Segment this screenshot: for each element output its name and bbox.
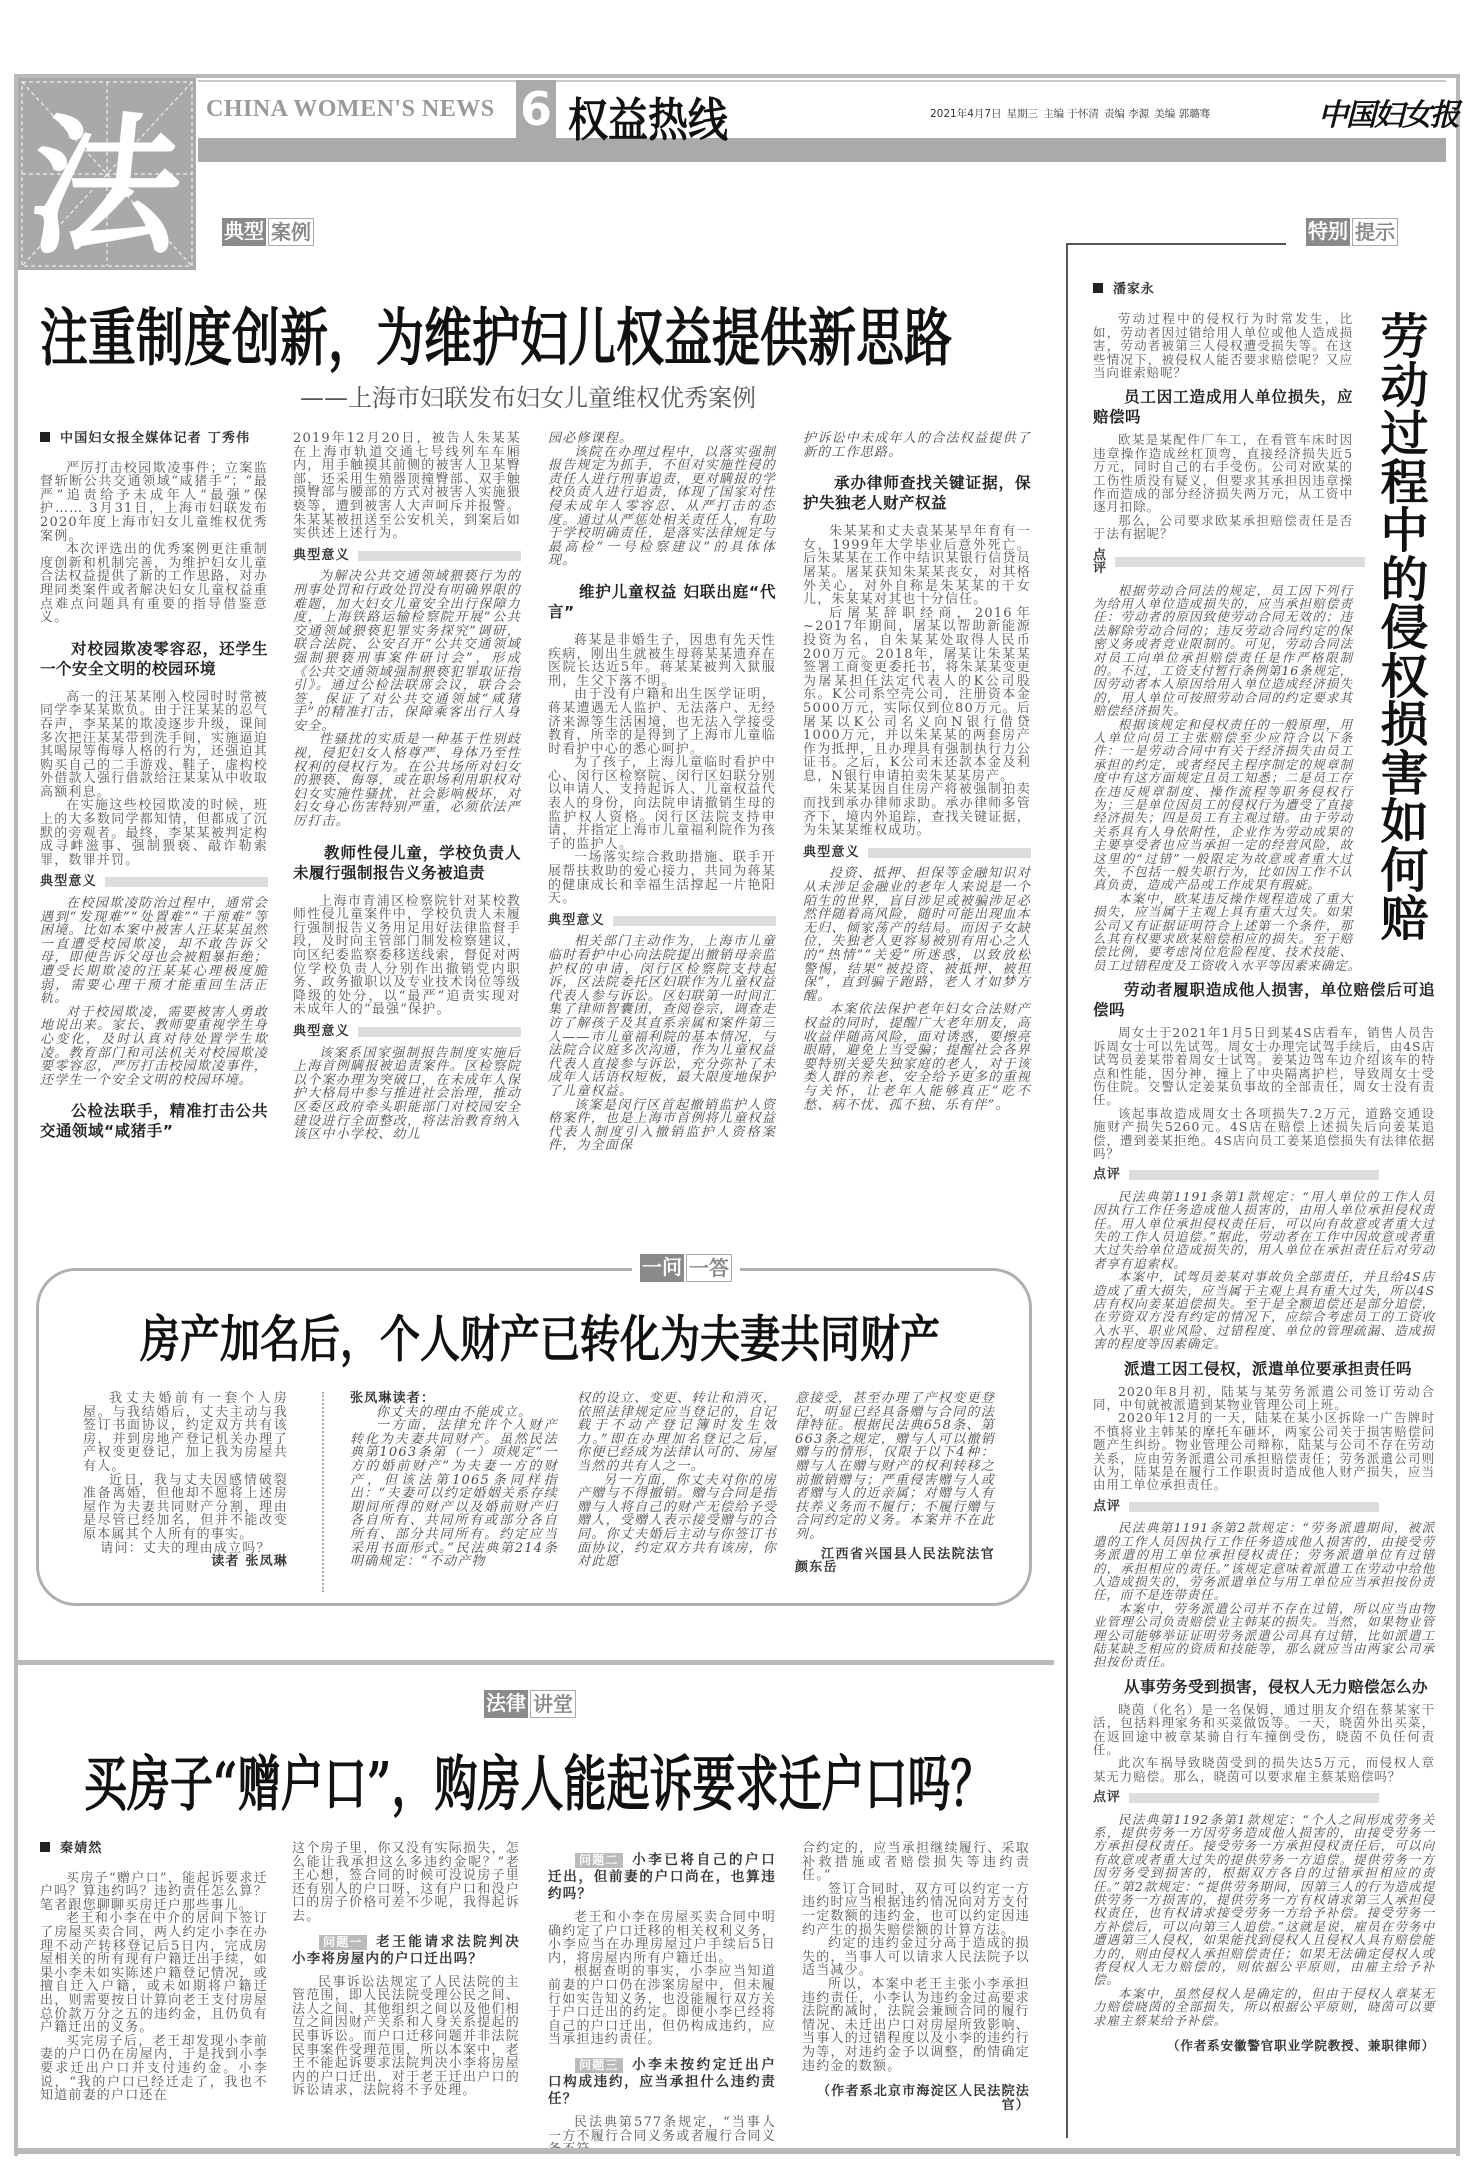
label-bar	[358, 551, 521, 561]
label-bar	[613, 916, 776, 926]
top-column-1	[40, 432, 268, 1144]
commentary-paragraph: 根据该规定和侵权责任的一般原理，用人单位向员工主张赔偿至少应符合以下条件：一是劳动合同中有关于经济损失由员工承担的约定，或者经民主程序制定的规章制度中有这方面规定且员工知悉；二是员工存在违反规章制度、操作流程等职务侵权行为；三是单位因员工的侵权行为遭受了直接经济损失；四是员工有主观过错。由于劳动关系具有人身依附性，企业作为劳动成果的主要享受者也应当承担一定的经营风险，故这里的“过错”一般限定为故意或者重大过失，不包括一般失职行为，比如因工作不认真负责，造成产品或工作成果有瑕疵。	[1093, 716, 1353, 893]
commentary-paragraph: 该案系国家强制报告制度实施后上海首例瞒报被追责案件。区检察院以个案办理为突破口，在未成年人保护大格局中参与推进社会治理，推动区委区政府牵头职能部门对校园安全建设进行全面整改，将法治教育纳入该区中小学校、幼儿	[293, 1045, 521, 1143]
tag-light: 案例	[268, 218, 314, 246]
commentary-paragraph: 民法典第1191条第1款规定：“用人单位的工作人员因执行工作任务造成他人损害的，由用人单位承担侵权责任。用人单位承担侵权责任后，可以向有故意或者重大过失的工作人员追偿。”据此，劳动者在工作中因故意或者重大过失给单位造成损失的，用人单位在承担责任后对劳动者享有追索权。	[1093, 1188, 1435, 1271]
author-name: 潘家永	[1113, 282, 1155, 297]
commentary-paragraph: 本案依法保护老年妇女合法财产权益的同时，提醒广大老年朋友，高收益伴随高风险，面对诱惑，要擦亮眼睛，避免上当受骗；提醒社会各界要特别关爱失独家庭的老人，对于该类人群的养老、安全给予更多的重视与关怀，让老年人能够真正“吃不愁、病不忧、孤不独、乐有伴”。	[803, 1002, 1031, 1113]
question-heading	[548, 1852, 776, 1903]
issue-info	[930, 106, 1300, 121]
commentary-paragraph: 一方面，法律允许个人财产转化为夫妻共同财产。虽然民法典第1063条第（一）项规定“一方的婚前财产”为夫妻一方的财产，但该法第1065条同样指出：“夫妻可以约定婚姻关系存续期间所得的财产以及婚前财产归各自所有、共同所有或部分各自所有、部分共同所有。约定应当采用书面形式。”民法典第214条明确规定：“不动产物	[350, 1418, 558, 1570]
paragraph: 民法典第577条规定，“当事人一方不履行合同义务或者履行合同义	[548, 2114, 776, 2144]
label-bar	[1129, 1170, 1379, 1180]
qa-answer-column-2	[577, 1392, 777, 1597]
tag-special-tips	[1306, 218, 1398, 246]
paragraph: 签订合同时，双方可以约定一方违约时应当根据违约情况向对方支付一定数额的违约金，也可以约定因违约产生的损失赔偿额的计算方法。	[802, 1881, 1030, 1938]
commentary-paragraph: 在校园欺凌防治过程中，通常会遇到“发现难”“处置难”“干预难”等困境。比如本案中被害人汪某某虽然一直遭受校园欺凌，却不敢告诉父母，即使告诉父母也会被粗暴拒绝；遭受长期欺凌的汪某某心理极度脆弱，需要心理干预才能重回生活正轨。	[40, 896, 268, 1007]
subheading: 劳动者履职造成他人损害，单位赔偿后可追偿吗	[1093, 981, 1435, 1020]
commentary-paragraph: 民法典第1192条第1款规定：“个人之间形成劳务关系，提供劳务一方因劳务造成他人损害的，由接受劳务一方承担侵权责任。接受劳务一方承担侵权责任后，可以向有故意或者重大过失的提供劳务一方追偿。提供劳务一方因劳务受到损害的，根据双方各自的过错承担相应的责任。”第2款规定：“提供劳务期间，因第三人的行为造成提供劳务一方损害的，提供劳务一方有权请求第三人承担侵权责任，也有权请求接受劳务一方给予补偿。接受劳务一方补偿后，可以向第三人追偿。”这就是说，雇员在劳务中遭遇第三人侵权，如果能找到侵权人且侵权人具有赔偿能力的，则由侵权人承担赔偿责任；如果无法确定侵权人或者侵权人无力赔偿的，则依据公平原则，由雇主给予补偿。	[1093, 1811, 1435, 1988]
paragraph: 朱某某因自住房产将被强制拍卖而找到承办律师求助。承办律师多管齐下，境内外追踪，查找关键证据，为朱某某维权成功。	[803, 782, 1031, 839]
commentary-paragraph: 本案中，欧某违反操作规程造成了重大损失，应当属于主观上具有重大过失。如果公司又有证据证明符合上述第一个条件，那么其有权要求欧某赔偿相应的损失。至于赔偿比例，要考虑岗位危险程度、技术技能、员工过错程度及工资收入水平等因素来确定。	[1093, 890, 1362, 973]
tag-light: 提示	[1352, 218, 1398, 246]
question-badge: 问题一	[319, 1935, 367, 1950]
top-column-2	[293, 432, 521, 1144]
tag-dark: 特别	[1306, 218, 1350, 246]
bottom-rule	[14, 2148, 1460, 2154]
lecture-headline: 买房子“赠户口”，购房人能起诉要求迁户口吗？	[84, 1750, 994, 1821]
section-label-text: 典型意义	[803, 844, 860, 860]
section-label-text: 点评	[1093, 1498, 1121, 1514]
reader-signature: 读者 张凤琳	[211, 1554, 288, 1570]
section-label	[1093, 1791, 1435, 1804]
label-bar	[1115, 557, 1365, 567]
question-heading	[292, 1934, 520, 1968]
section-label-text: 典型意义	[293, 547, 350, 563]
paragraph: 严厉打击校园欺凌事件；立案监督斩断公共交通领域“咸猪手”；“最严”追责给予未成年人“最强”保护…… 3月31日，上海市妇联发布2020年度上海市妇女儿童维权优秀案例。	[40, 460, 268, 544]
paragraph: 老王和小李在中介的居间下签订了房屋买卖合同，两人约定小李在办理不动产转移登记后5日内，完成房屋相关的所有现有户籍迁出手续，如果小李未如实陈述户籍登记情况，或擅自迁入户籍，或未如期将户籍迁出，则需要按日计算向老王支付房屋总价款万分之五的违约金，且仍负有户籍迁出的义务。	[40, 1911, 268, 2036]
tag-qa	[632, 1254, 740, 1282]
paragraph: 高一的汪某某刚入校园时时常被同学李某某欺负。由于汪某某的忍气吞声，李某某的欺凌逐步升级，课间多次把汪某某带到洗手间，实施逼迫其喝尿等侮辱人格的行为，还强迫其购买自己的二手游戏、鞋子，虚构校外借款人强行借款给汪某某从中收取高额利息。	[40, 689, 268, 800]
paragraph: 该起事故造成周女士各项损失7.2万元，道路交通设施财产损失5260元。4S店在赔偿上述损失后向姜某追偿，遭到姜某拒绝。4S店向员工姜某追偿损失有法律依据吗？	[1093, 1105, 1435, 1161]
commentary-paragraph: 意接受，甚至办理了产权变更登记，明显已经具备赠与合同的法律特征。根据民法典658条、第663条之规定，赠与人可以撤销赠与的情形，仅限于以下4种：赠与人在赠与财产的权利转移之前撤销赠与；严重侵害赠与人或者赠与人的近亲属；对赠与人有扶养义务而不履行；不履行赠与合同约定的义务。本案并不在此列。	[795, 1391, 995, 1542]
section-label	[293, 1025, 521, 1039]
commentary-paragraph: 权的设立、变更、转让和消灭，依照法律规定应当登记的，自记载于不动产登记簿时发生效力。”即在办理加名登记之后，你便已经成为法律认可的、房屋当然的共有人之一。	[577, 1391, 777, 1474]
commentary-paragraph: 该案是闵行区首起撤销监护人资格案件，也是上海市首例将儿童权益代表人制度引入撤销监护人资格案件，为全面保	[548, 1097, 776, 1154]
paragraph: 朱某某和丈夫袁某某早年育有一女，1999年大学毕业后意外死亡。后朱某某在工作中结识某银行信贷员屠某。屠某获知朱某某丧女，对其格外关心，对外自称是朱某某的干女儿，朱某某对其也十分信任。	[803, 524, 1031, 608]
commentary-paragraph: 护诉讼中未成年人的合法权益提供了新的工作思路。	[803, 431, 1031, 460]
tag-dark: 典型	[222, 218, 266, 246]
label-bar	[868, 848, 1031, 858]
commentary-paragraph: 该院在办理过程中，以落实强制报告规定为抓手，不但对实施性侵的责任人进行刑事追责，更对瞒报的学校负责人进行追责，体现了国家对性侵未成年人零容忍、从严打击的态度。通过从严惩处相关责任人，有助于学校明确责任，是落实法律规定与最高检“一号检察建议”的具体体现。	[548, 444, 776, 569]
special-column	[1093, 283, 1435, 2143]
section-label	[1093, 1168, 1435, 1181]
subheading: 员工因工造成用人单位损失，应赔偿吗	[1093, 388, 1353, 427]
question-badge: 问题二	[575, 1853, 623, 1868]
paragraph: 老王和小李在房屋买卖合同中明确约定了户口迁移的相关权利义务，小李应当在办理房屋过户手续后5日内，将房屋内所有户籍迁出。	[548, 1910, 776, 1966]
section-char: 法	[21, 99, 190, 275]
section-label	[803, 846, 1031, 860]
question-heading	[548, 2057, 776, 2108]
qa-answer-column-3	[795, 1392, 995, 1597]
lecture-column-1	[40, 1842, 268, 2142]
editor: 责编 李源	[1103, 108, 1150, 120]
designer: 美编 郭璐骞	[1154, 108, 1211, 120]
byline	[40, 432, 268, 446]
question-text: 老王能请求法院判决小李将房屋内的户口迁出吗？	[292, 1933, 520, 1967]
commentary-paragraph: 根据劳动合同法的规定，员工因下列行为给用人单位造成损失的，应当承担赔偿责任：劳动者的原因致使劳动合同无效的；违法解除劳动合同的；违反劳动合同约定的保密义务或者竞业限制的。可见，劳动合同法对员工向单位承担赔偿责任是作严格限制的。不过，工资支付暂行条例第16条规定，因劳动者本人原因给用人单位造成经济损失的，用人单位可按照劳动合同的约定要求其赔偿经济损失。	[1093, 582, 1353, 719]
question-text: 小李已将自己的户口迁出，但前妻的户口尚在，也算违约吗？	[548, 1852, 776, 1902]
subheading: 对校园欺凌零容忍，还学生一个安全文明的校园环境	[40, 639, 268, 678]
byline	[40, 1842, 268, 1856]
commentary-paragraph: 本案中，试驾员姜某对事故负全部责任，并且给4S店造成了重大损失，应当属于主观上具有重大过失，所以4S店有权向姜某追偿损失。至于是全额追偿还是部分追偿，在劳资双方没有约定的情况下，应综合考虑员工的工资收入水平、职业风险、过错程度、单位的管理疏漏、造成损害的程度等因素确定。	[1093, 1269, 1435, 1352]
section-label	[1093, 1500, 1435, 1513]
paragraph: 合约定的，应当承担继续履行、采取补救措施或者赔偿损失等违约责任。”	[802, 1841, 1030, 1884]
paragraph: 为了孩子，上海儿童临时看护中心、闵行区检察院、闵行区妇联分别以申请人、支持起诉人、儿童权益代表人的身份，向法院申请撤销生母的监护权人资格。闵行区法院支持申请，并指定上海市儿童福利院作为孩子的监护人。	[548, 755, 776, 852]
newspaper-logo: 中国妇女报	[1318, 98, 1458, 133]
headline: 注重制度创新，为维护妇儿权益提供新思路	[40, 302, 953, 376]
commentary-paragraph: 本案中，虽然侵权人是确定的，但由于侵权人章某无力赔偿晓茵的全部损失，所以根据公平原则，晓茵可以要求雇主蔡某给予补偿。	[1093, 1985, 1435, 2028]
section-divider	[14, 1660, 1054, 1665]
paragraph: 欧某是某配件厂车工，在看管车床时因违章操作造成丝杠顶弯，直接经济损失近5万元，同时自己的右手受伤。公司对欧某的工伤性质没有疑义，但要求其承担因违章操作而造成的部分经济损失两万元，从工资中逐月扣除。	[1093, 432, 1353, 515]
paragraph: 一场落实综合救助措施、联手开展帮扶救助的爱心接力，共同为蒋某的健康成长和幸福生活撑起一片艳阳天。	[548, 850, 776, 907]
subheadline: ——上海市妇联发布妇女儿童维权优秀案例	[300, 384, 756, 412]
page-number: 6	[516, 80, 556, 138]
subheading: 维护儿童权益 妇联出庭“代言”	[548, 582, 776, 621]
paragraph: 近日，我与丈夫因感情破裂准备离婚，但他却不愿将上述房屋作为夫妻共同财产分割，理由是尽管已经加名，但并不能改变原本属其个人所有的事实。	[83, 1472, 288, 1542]
paragraph: 劳动过程中的侵权行为时常发生，比如，劳动者因过错给用人单位或他人造成损害，劳动者被第三人侵权遭受损失等。在这些情况下，被侵权人能否要求赔偿呢？又应当向谁索赔呢？	[1093, 311, 1353, 381]
author-name: 秦婧然	[60, 1841, 103, 1856]
paragraph: 民事诉讼法规定了人民法院的主管范围，即人民法院受理公民之间、法人之间、其他组织之间以及他们相互之间因财产关系和人身关系提起的民事诉讼。而户口迁移问题并非法院民事案件受理范围，所以本案中，老王不能起诉要求法院判决小李将房屋内的户口迁出，对于老王迁出户口的诉讼请求，法院将不予处理。	[292, 1974, 520, 2099]
paragraph: 2020年12月的一天，陆某在某小区拆除一广告牌时不慎将业主韩某的摩托车砸坏，两家公司关于损害赔偿问题产生纠纷。物业管理公司辩称，陆某与公司不存在劳动关系，应由劳务派遣公司承担赔偿责任；劳务派遣公司则认为，陆某是在履行工作职责时造成他人财产损失，应当由用工单位承担责任。	[1093, 1410, 1435, 1493]
question-badge: 问题三	[575, 2058, 623, 2073]
section-label	[548, 914, 776, 928]
paragraph: 根据查明的事实，小李应当知道前妻的户口仍在涉案房屋中，但未履行如实告知义务，也没能履行双方关于户口迁出的约定。即便小李已经将自己的户口迁出，但仍构成违约，应当承担违约责任。	[548, 1964, 776, 2048]
section-emblem	[18, 78, 196, 275]
qa-question-column	[83, 1392, 288, 1597]
author-note: （作者系北京市海淀区人民法院法官）	[816, 2084, 1030, 2113]
tag-light: 讲堂	[530, 1690, 576, 1718]
section-label	[293, 549, 521, 563]
judge-signature: 江西省兴国县人民法院法官 颜东岳	[795, 1546, 995, 1576]
vertical-headline: 劳动过程中的侵权损害如何赔	[1380, 309, 1430, 947]
paragraph: 上海市青浦区检察院针对某校教师性侵儿童案件中，学校负责人未履行强制报告义务用足用好法律监督手段，及时向主管部门制发检察建议，向区纪委监察委移送线索，督促对两位学校负责人分别作出撤销党内职务、政务撤职以及专业技术岗位等级降级的处分，以“最严”追责实现对未成年人的“最强”保护。	[293, 893, 521, 1018]
section-label-text: 典型意义	[40, 874, 97, 890]
author-note: （作者系安徽警官职业学院教授、兼职律师）	[1166, 2038, 1435, 2054]
paragraph: 后屠某辞职经商，2016年~2017年期间，屠某以帮助新能源投资为名，自朱某某处取得人民币200万元。2018年，屠某让朱某某签署工商变更委托书，将朱某某变更为屠某担任法定代表人的K公司股东。K公司系空壳公司，注册资本金5000万元，实际仅到位80万元。后屠某以K公司名义向N银行借贷1000万元，并以朱某某的两套房产作为抵押，且办理具有强制执行力公证书。之后，K公司未还款本金及利息，N银行申请拍卖朱某某房产。	[803, 605, 1031, 784]
commentary-paragraph: 你丈夫的理由不能成立。	[376, 1404, 533, 1420]
paragraph: 周女士于2021年1月5日到某4S店看车，销售人员告诉周女士可以先试驾。周女士办理完试驾手续后，由4S店试驾员姜某带着周女士试驾。姜某边驾车边介绍该车的特点和性能，因分神，撞上了中央隔离护栏，导致周女士受伤住院。交警认定姜某负事故的全部责任，周女士没有责任。	[1093, 1025, 1435, 1108]
section-label	[40, 875, 268, 889]
section-label-text: 点评	[1093, 1790, 1121, 1806]
commentary-paragraph: 投资、抵押、担保等金融知识对从未涉足金融业的老年人来说是一个陌生的世界，盲目涉足或被骗涉足必然伴随着高风险，随时可能出现血本无归、倾家荡产的结局。而因子女缺位，失独老人更容易被别有用心之人的“热情”“关爱”所迷惑，以致放松警惕，结果“被投资、被抵押、被担保”，直到骗子跑路，老人才如梦方醒。	[803, 866, 1031, 1004]
salutation: 张凤琳读者：	[350, 1391, 436, 1406]
chief-editor: 主编 于怀清	[1043, 108, 1099, 120]
special-box-top-rule	[1066, 243, 1286, 245]
paragraph: 那么，公司要求欧某承担赔偿责任是否于法有据呢？	[1093, 512, 1353, 542]
paragraph: 此次车祸导致晓茵受到的损失达5万元，而侵权人章某无力赔偿。那么，晓茵可以要求雇主蔡某赔偿吗？	[1093, 1755, 1435, 1784]
paragraph: 2020年8月初，陆某与某劳务派遣公司签订劳动合同，中旬就被派遣到某物业管理公司上班。	[1093, 1383, 1435, 1413]
paragraph: 约定的违约金过分高于造成的损失的，当事人可以请求人民法院予以适当减少。	[802, 1936, 1030, 1979]
label-bar	[1129, 1502, 1379, 1512]
paragraph: 2019年12月20日，被告人朱某某在上海市轨道交通七号线列车车厢内，用手触摸其前侧的被害人卫某臀部，还采用生殖器顶撞臀部、双手触摸臀部与腰部的方式对被害人实施猥亵等，遭到被害人大声呵斥并报警。朱某某被扭送至公安机关，到案后如实供述上述行为。	[293, 431, 521, 542]
subheading: 公检法联手，精准打击公共交通领域“咸猪手”	[40, 1102, 268, 1141]
square-bullet-icon	[40, 432, 50, 442]
tag-light: 一答	[686, 1254, 732, 1282]
tag-lecture	[484, 1690, 576, 1718]
subheading: 教师性侵儿童，学校负责人未履行强制报告义务被追责	[293, 843, 521, 882]
section-name: 权益热线	[568, 93, 728, 148]
tag-dark: 一问	[640, 1254, 684, 1282]
question-line: 请问：丈夫的理由成立吗？	[100, 1540, 271, 1556]
lecture-column-2	[292, 1842, 520, 2142]
paragraph: 晓茵（化名）是一名保姆，通过朋友介绍在蔡某家干活，包括料理家务和买菜做饭等。一天，晓茵外出买菜，在返回途中被章某骑自行车撞倒受伤，晓茵不负任何责任。	[1093, 1701, 1435, 1757]
subheading: 从事劳务受到损害，侵权人无力赔偿怎么办	[1124, 1677, 1429, 1696]
subheading: 派遣工因工侵权，派遣单位要承担责任吗	[1124, 1359, 1413, 1378]
top-column-3	[548, 431, 776, 1154]
square-bullet-icon	[1093, 283, 1103, 293]
paragraph: 在实施这些校园欺凌的时候，班上的大多数同学都知情，但都成了沉默的旁观者。最终，李某某被判定构成寻衅滋事、强制猥亵、敲诈勒索罪，数罪并罚。	[40, 798, 268, 868]
commentary-paragraph: 为解决公共交通领域猥亵行为的刑事处罚和行政处罚没有明确界限的难题，加大妇女儿童安全出行保障力度，上海铁路运输检察院开展“公共交通领域猥亵犯罪实务探究”调研，联合法院、公安召开“公共交通领域强制猥亵刑事案件研讨会”，形成《公共交通领域强制猥亵犯罪取证指引》。通过公检法联席会议，联合会签，保证了对公共交通领域“咸猪手”的精准打击，保障乘客出行人身安全。	[293, 569, 521, 734]
commentary-paragraph: 园必修课程。	[548, 431, 634, 446]
dotted-divider	[322, 1392, 324, 1592]
subheading: 承办律师查找关键证据，保护失独老人财产权益	[803, 474, 1031, 513]
label-bar	[1129, 1793, 1379, 1803]
paragraph: 我丈夫婚前有一套个人房屋。与我结婚后，丈夫主动与我签订书面协议，约定双方共有该房，并到房地产登记机关办理了产权变更登记，加上我为房屋共有人。	[83, 1391, 288, 1474]
commentary-paragraph: 性骚扰的实质是一种基于性别歧视，侵犯妇女人格尊严、身体乃至性权利的侵权行为。在公共场所对妇女的猥亵、侮辱，或在职场利用职权对妇女实施性骚扰，社会影响极坏，对妇女身心伤害特别严重，必须依法严厉打击。	[293, 732, 521, 830]
commentary-paragraph: 本案中，劳务派遣公司并不存在过错，所以应当由物业管理公司负责赔偿业主韩某的损失。当然，如果物业管理公司能够举证证明劳务派遣公司具有过错，比如派遣工陆某缺乏相应的资质和技能等，那么就应当由两家公司承担按份责任。	[1093, 1600, 1435, 1670]
tag-typical-cases	[222, 218, 314, 246]
paragraph: 买完房子后，老王却发现小李前妻的户口仍在房屋内，于是找到小李要求迁出户口并支付违约金。小李说，“我的户口已经迁走了，我也不知道前妻的户口还在	[40, 2033, 268, 2104]
top-column-4	[803, 432, 1031, 1144]
paragraph: 本次评选出的优秀案例更注重制度创新和机制完善，为维护妇女儿童合法权益提供了新的工作思路，对办理同类案件或者解决妇女儿童权益重点难点问题具有重要的指导借鉴意义。	[40, 542, 268, 626]
paragraph: 这个房子里，你又没有实际损失，怎么能让我承担这么多违约金呢？”老王心想，签合同的时候可没说房子里还有别人的户口呀，这有户口和没户口的房子价格可差不少呢，我得起诉去。	[292, 1841, 520, 1924]
paragraph: 买房子“赠户口”，能起诉要求迁户吗？算违约吗？违约责任怎么算？笔者跟您聊聊买房迁户那些事儿。	[40, 1870, 268, 1913]
byline	[1093, 283, 1435, 296]
newspaper-english-name: CHINA WOMEN'S NEWS	[206, 96, 495, 122]
paragraph: 蒋某是非婚生子，因患有先天性疾病，刚出生就被生母蒋某某遗弃在医院长达近5年。蒋某某被判入狱服刑，生父下落不明。	[548, 632, 776, 689]
label-bar	[105, 877, 268, 887]
lecture-column-3	[548, 1842, 776, 2142]
issue-date: 2021年4月7日	[930, 108, 1002, 120]
paragraph: 所以，本案中老王主张小李承担违约责任，小李认为违约金过高要求法院酌减时，法院会兼顾合同的履行情况、未迁出户口对房屋所致影响、当事人的过错程度以及小李的违约行为等，对违约金予以调整，酌情确定违约金的数额。	[802, 1976, 1030, 2074]
commentary-paragraph: 对于校园欺凌，需要被害人勇敢地说出来。家长、教师要重视学生身心变化，及时认真对待处置学生欺凌。教育部门和司法机关对校园欺凌要零容忍，严厉打击校园欺凌事件，还学生一个安全文明的校园环境。	[40, 1004, 268, 1088]
section-label-text: 典型意义	[293, 1023, 350, 1039]
qa-answer-column-1	[350, 1392, 558, 1597]
section-label-text: 点评	[1093, 547, 1107, 577]
qa-headline: 房产加名后，个人财产已转化为夫妻共同财产	[140, 1310, 940, 1369]
commentary-paragraph: 民法典第1191条第2款规定：“劳务派遣期间，被派遣的工作人员因执行工作任务造成他人损害的，由接受劳务派遣的用工单位承担侵权责任；劳务派遣单位有过错的，承担相应的责任。”该规定意味着派遣工在劳动中给他人造成损失的，劳务派遣单位与用工单位应当承担按份责任，而不是连带责任。	[1093, 1520, 1435, 1603]
tag-dark: 法律	[484, 1690, 528, 1718]
section-label-text: 典型意义	[548, 912, 605, 928]
section-label-text: 点评	[1093, 1167, 1121, 1183]
paragraph: 由于没有户籍和出生医学证明，蒋某遭遇无人监护、无法落户、无经济来源等生活困境，也无法入学接受教育，所幸的是得到了上海市儿童临时看护中心的悉心呵护。	[548, 687, 776, 757]
label-bar	[358, 1027, 521, 1037]
issue-weekday: 星期三	[1006, 108, 1039, 120]
commentary-paragraph: 另一方面，你丈夫对你的房产赠与不得撤销。赠与合同是指赠与人将自己的财产无偿给予受赠人，受赠人表示接受赠与的合同。你丈夫婚后主动与你签订书面协议，约定双方共有该房，你对此愿	[577, 1472, 777, 1570]
question-text: 小李未按约定迁出户口构成违约，应当承担什么违约责任？	[548, 2056, 776, 2107]
commentary-paragraph: 相关部门主动作为，上海市儿童临时看护中心向法院提出撤销母亲监护权的申请，闵行区检察院支持起诉，区法院委托区妇联作为儿童权益代表人参与诉讼。区妇联第一时间汇集了律师智囊团，查阅卷宗，调查走访了解孩子及其直系亲属和案件第三人——市儿童福利院的基本情况，与法院合议庭多次沟通，作为儿童权益代表人直接参与诉讼，充分弥补了未成年人话语权短板，最大限度地保护了儿童权益。	[548, 934, 776, 1099]
section-label	[1093, 549, 1353, 576]
lecture-column-4	[802, 1842, 1030, 2142]
author-name: 中国妇女报全媒体记者 丁秀伟	[60, 431, 251, 446]
square-bullet-icon	[40, 1842, 50, 1852]
header-band	[198, 138, 1446, 162]
special-box-border	[1066, 243, 1068, 2138]
